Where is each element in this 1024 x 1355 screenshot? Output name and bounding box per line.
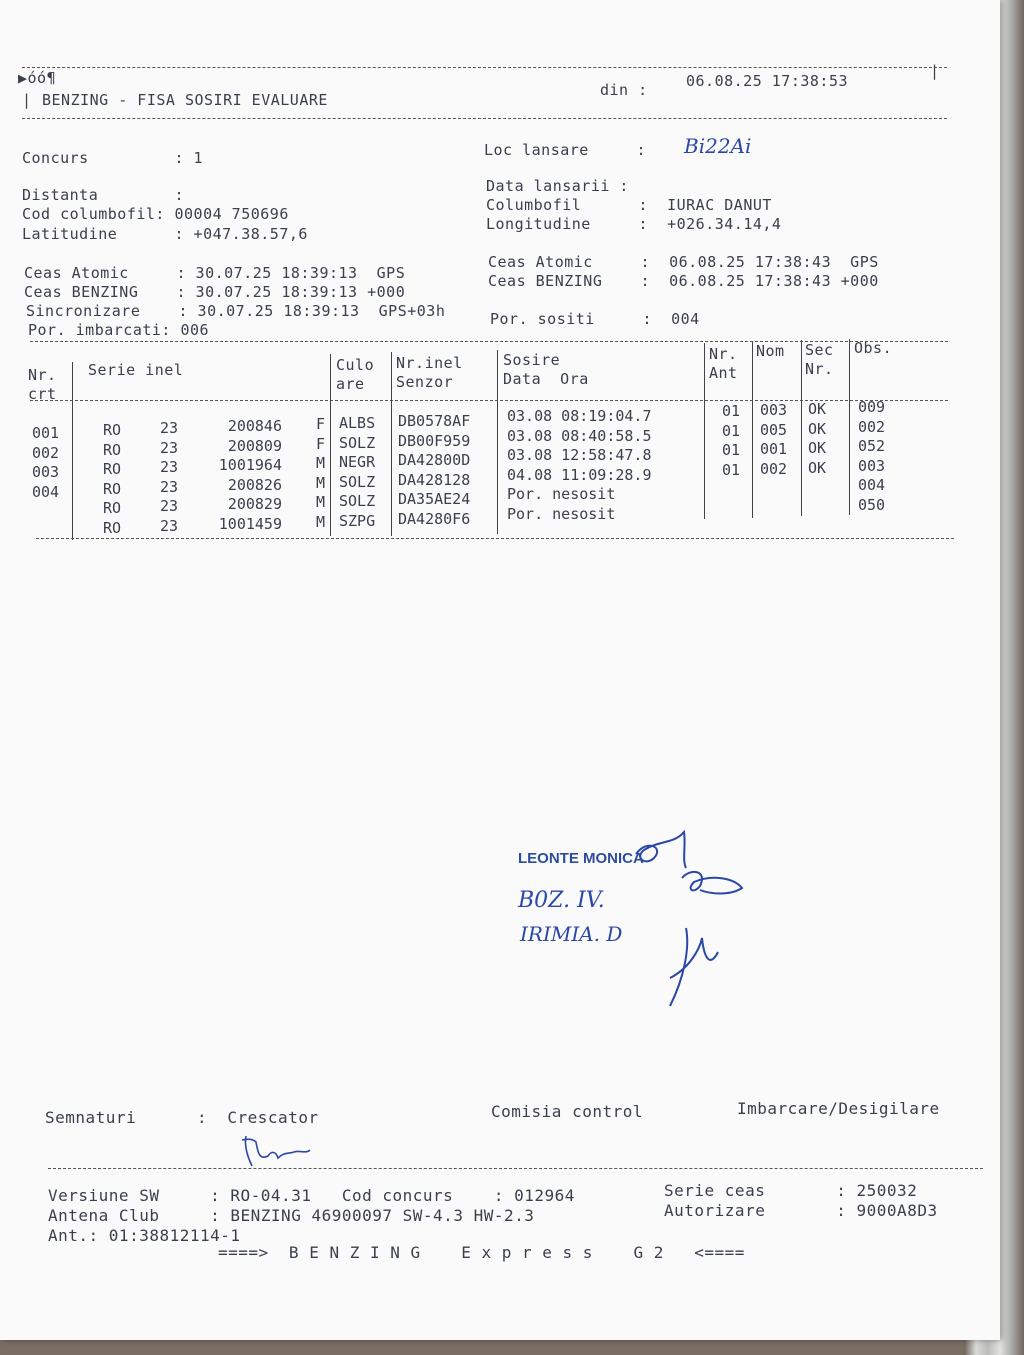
table-bottom-rule — [36, 538, 954, 539]
latitudine-line: Latitudine : +047.38.57,6 — [22, 225, 308, 243]
col-sec — [808, 400, 826, 478]
ceas-benzing-right-line: Ceas BENZING : 06.08.25 17:38:43 +000 — [488, 272, 879, 290]
table-row-ant: 01 — [722, 441, 741, 459]
antena-club-line: Antena Club : BENZING 46900097 SW-4.3 HW-2.3 — [48, 1206, 535, 1225]
header-nr-ant: Nr. Ant — [709, 345, 738, 382]
footer-rule — [48, 1168, 983, 1169]
table-row-inel: 1001964 — [218, 456, 282, 474]
table-row-an: 23 — [160, 477, 179, 496]
commission-signature-strokes — [630, 828, 760, 1018]
table-row-sex: M — [316, 493, 326, 511]
print-date-label: din : — [600, 81, 648, 99]
col-an — [160, 419, 178, 536]
table-row-sosire: Por. nesosit — [507, 504, 616, 523]
report-title: BENZING - FISA SOSIRI EVALUARE — [42, 91, 328, 109]
table-row-sex: M — [316, 473, 326, 492]
table-row-ant: 01 — [722, 421, 741, 440]
header-serie-inel: Serie inel — [88, 361, 184, 379]
handwritten-signature-2: IRIMIA. D — [520, 922, 623, 946]
table-divider — [752, 342, 753, 518]
table-row-an: 23 — [160, 458, 179, 476]
table-row-sec: OK — [808, 458, 827, 477]
table-row-obs: 003 — [858, 456, 886, 475]
serie-ceas-line: Serie ceas : 250032 — [664, 1181, 918, 1200]
table-row-tara: RO — [103, 518, 122, 537]
header-nr-crt: Nr. crt — [28, 366, 57, 403]
ceas-atomic-line: Ceas Atomic : 30.07.25 18:39:13 GPS — [24, 264, 406, 282]
col-sosire — [507, 407, 652, 524]
header-bottom-rule — [22, 118, 947, 119]
table-row-culoare: ALBS — [339, 414, 376, 432]
col-culoare — [339, 414, 375, 531]
table-row-sex: M — [316, 454, 326, 472]
table-row-nr: 001 — [32, 424, 60, 442]
loc-lansare-handwritten: Bi22Ai — [684, 134, 752, 158]
table-row-nom: 005 — [760, 420, 788, 439]
col-inel — [196, 417, 282, 534]
table-row-an: 23 — [160, 419, 179, 437]
table-divider — [391, 352, 392, 536]
table-divider — [849, 339, 850, 515]
header-sec-nr: Sec Nr. — [805, 341, 834, 378]
ceas-atomic-right-line: Ceas Atomic : 06.08.25 17:38:43 GPS — [488, 253, 879, 271]
table-row-sosire: 03.08 08:19:04.7 — [507, 407, 652, 425]
table-row-culoare: SOLZ — [339, 492, 376, 510]
col-nr — [32, 424, 59, 502]
por-sositi-line: Por. sositi : 004 — [490, 310, 700, 328]
columbofil-line: Columbofil : IURAC DANUT — [486, 196, 772, 214]
table-row-nr: 003 — [32, 463, 60, 481]
table-row-sec: OK — [808, 439, 827, 457]
table-row-sosire: 03.08 12:58:47.8 — [507, 446, 652, 464]
header-right-bar: | — [930, 62, 940, 80]
table-row-sex: F — [316, 434, 326, 453]
table-divider — [497, 350, 498, 534]
table-row-culoare: SOLZ — [339, 433, 376, 452]
table-row-sosire: Por. nesosit — [507, 485, 616, 503]
table-row-obs: 052 — [858, 437, 886, 455]
header-marker: ▶óó¶ — [18, 69, 57, 87]
table-row-nom: 003 — [760, 401, 788, 419]
antenna-id-line: Ant.: 01:38812114-1 — [48, 1226, 241, 1245]
concurs-line: Concurs : 1 — [22, 149, 204, 167]
table-row-senzor: DA428128 — [398, 470, 471, 489]
table-row-tara: RO — [103, 440, 122, 459]
header-obs: Obs. — [854, 339, 893, 357]
table-row-sosire: 03.08 08:40:58.5 — [507, 426, 652, 445]
table-row-culoare: NEGR — [339, 453, 376, 471]
table-row-senzor: DA42800D — [398, 451, 471, 469]
table-row-inel: 200809 — [227, 436, 282, 455]
header-nom: Nom — [756, 342, 785, 360]
table-row-sec: OK — [808, 400, 827, 418]
table-row-ant: 01 — [722, 402, 741, 420]
crescator-signature-icon — [238, 1132, 318, 1172]
header-sosire: Sosire Data Ora — [503, 351, 589, 388]
table-row-nom: 001 — [760, 440, 788, 458]
table-row-sex: F — [316, 415, 326, 433]
col-nom — [760, 401, 787, 479]
col-ant — [722, 402, 740, 480]
handwritten-signature-1: B0Z. IV. — [518, 888, 605, 913]
sincronizare-line: Sincronizare : 30.07.25 18:39:13 GPS+03h — [26, 302, 446, 320]
col-sex — [316, 415, 325, 532]
table-row-an: 23 — [160, 438, 179, 457]
por-imbarcati-line: Por. imbarcati: 006 — [28, 321, 210, 339]
table-row-inel: 200826 — [227, 475, 282, 494]
header-nr-inel-senzor: Nr.inel Senzor — [396, 354, 463, 391]
table-divider — [801, 340, 802, 516]
table-row-senzor: DA35AE24 — [398, 490, 471, 508]
table-row-culoare: SZPG — [339, 511, 376, 530]
table-row-sosire: 04.08 11:09:28.9 — [507, 465, 652, 484]
table-divider — [330, 354, 331, 536]
cod-columbofil-line: Cod columbofil: 00004 750696 — [22, 205, 289, 223]
table-row-nom: 002 — [760, 459, 788, 478]
header-left-bar: | — [22, 91, 32, 109]
print-date-value: 06.08.25 17:38:53 — [686, 72, 849, 90]
table-row-obs: 004 — [858, 476, 886, 494]
table-row-tara: RO — [103, 421, 122, 439]
table-row-nr: 002 — [32, 443, 60, 462]
table-row-senzor: DA4280F6 — [398, 509, 471, 528]
table-row-obs: 002 — [858, 417, 886, 436]
col-senzor — [398, 412, 470, 529]
benzing-brand-line: ====> B E N Z I N G E x p r e s s G 2 <==== — [218, 1243, 745, 1262]
table-row-inel: 1001459 — [218, 514, 282, 533]
semnaturi-crescator: Semnaturi : Crescator — [45, 1108, 319, 1127]
versiune-sw-line: Versiune SW : RO-04.31 Cod concurs : 012964 — [48, 1186, 575, 1205]
autorizare-line: Autorizare : 9000A8D3 — [664, 1201, 938, 1220]
table-row-tara: RO — [103, 460, 122, 478]
table-row-sex: M — [316, 512, 326, 531]
longitudine-line: Longitudine : +026.34.14,4 — [486, 215, 782, 233]
comisia-control: Comisia control — [491, 1102, 643, 1121]
table-row-obs: 050 — [858, 495, 886, 514]
table-row-inel: 200829 — [227, 495, 282, 513]
table-row-nr: 004 — [32, 482, 60, 501]
header-top-rule — [22, 67, 947, 68]
table-row-inel: 200846 — [227, 417, 282, 435]
imbarcare-desigilare: Imbarcare/Desigilare — [737, 1099, 940, 1118]
table-row-an: 23 — [160, 516, 179, 535]
table-row-obs: 009 — [858, 398, 886, 416]
table-row-senzor: DB0578AF — [398, 412, 471, 430]
table-divider — [72, 362, 73, 540]
commission-stamp: LEONTE MONICA — [518, 850, 644, 867]
loc-lansare-line: Loc lansare : — [484, 141, 647, 159]
table-row-tara: RO — [103, 499, 122, 517]
data-lansarii-line: Data lansarii : — [486, 177, 629, 195]
table-row-ant: 01 — [722, 460, 741, 479]
distanta-line: Distanta : — [22, 186, 185, 204]
ceas-benzing-line: Ceas BENZING : 30.07.25 18:39:13 +000 — [24, 283, 406, 301]
table-divider — [704, 343, 705, 519]
col-obs — [858, 398, 885, 515]
table-row-senzor: DB00F959 — [398, 431, 471, 450]
table-row-an: 23 — [160, 497, 179, 515]
col-tara — [103, 421, 121, 538]
table-row-culoare: SOLZ — [339, 472, 376, 491]
header-culoare: Culo are — [336, 356, 375, 393]
table-row-sec: OK — [808, 419, 827, 438]
table-row-tara: RO — [103, 479, 122, 498]
